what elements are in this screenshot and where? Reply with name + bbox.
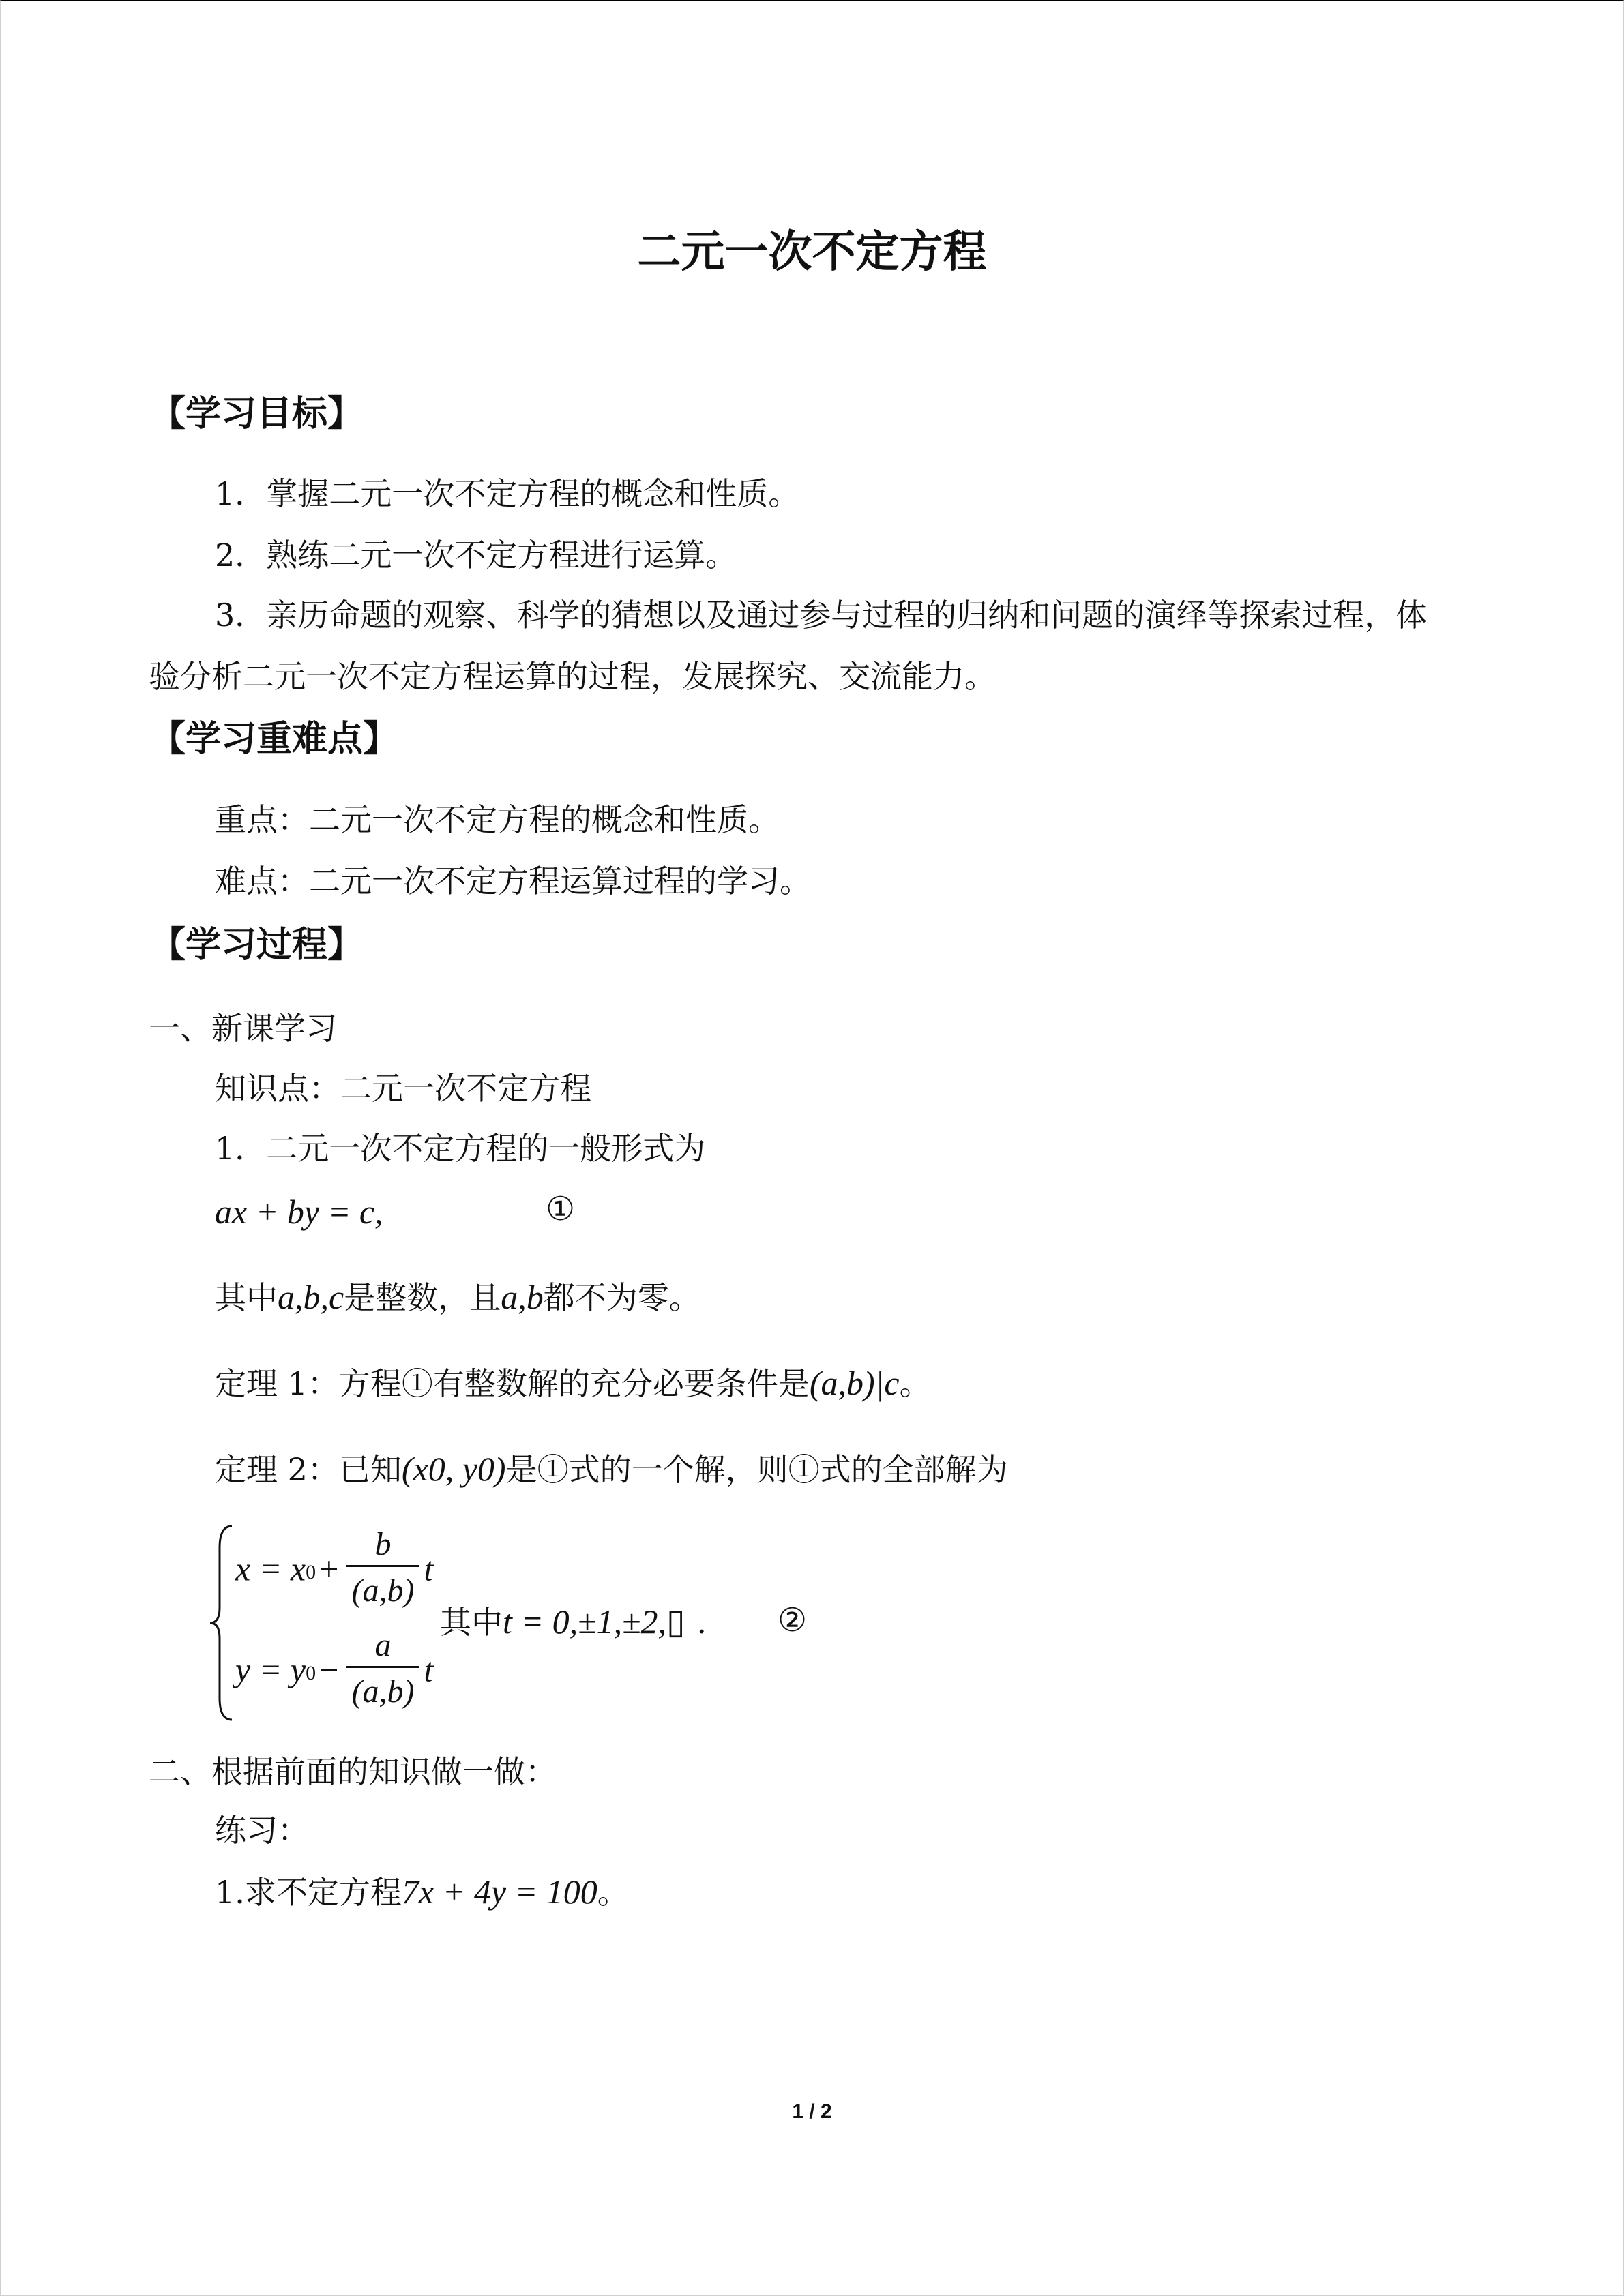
solution-box-glyph: ▯ [666, 1602, 685, 1641]
goal-item-3: 3．亲历命题的观察、科学的猜想以及通过参与过程的归纳和问题的演绎等探索过程，体 [215, 597, 1428, 633]
key-point: 重点：二元一次不定方程的概念和性质。 [215, 801, 780, 838]
theorem-1-formula: (a,b)|c [809, 1364, 900, 1402]
solution-param [440, 1601, 706, 1643]
page-title: 二元一次不定方程 [637, 227, 987, 278]
equation-1-formula: ax + by = c, [215, 1193, 383, 1231]
exercise-1-text: 1.求不定方程 [215, 1874, 402, 1911]
theorem-2-text: 定理 2：已知 [215, 1451, 402, 1488]
solution-x-t: t [424, 1549, 434, 1588]
solution-where: 其中 [440, 1604, 503, 1641]
solution-y-numerator: a [374, 1627, 392, 1663]
goal-item-3-cont: 验分析二元一次不定方程运算的过程，发展探究、交流能力。 [149, 658, 996, 695]
solution-y-sub: 0 [306, 1662, 316, 1684]
equation-1 [215, 1188, 383, 1236]
equation-2-mark: ② [778, 1601, 808, 1639]
section-heading-process: 【学习过程】 [150, 925, 364, 966]
where-vars: a,b,c [278, 1278, 344, 1316]
coefficients-condition [215, 1277, 700, 1318]
solution-x-lhs: x = x [235, 1549, 306, 1588]
exercise-1 [215, 1871, 629, 1913]
solution-x-row [235, 1524, 433, 1613]
equation-1-mark: ① [546, 1190, 576, 1228]
section-heading-keypoints: 【学习重难点】 [150, 719, 399, 760]
part-one-heading: 一、新课学习 [149, 1010, 337, 1047]
where-mid: 是整数，且 [344, 1279, 501, 1316]
part-two-heading: 二、根据前面的知识做一做： [149, 1753, 557, 1790]
section-heading-goals: 【学习目标】 [150, 393, 364, 434]
theorem-1-suffix: 。 [899, 1365, 931, 1402]
theorem-2 [215, 1448, 1008, 1490]
solution-period: . [697, 1602, 707, 1641]
where-suffix: 都不为零。 [543, 1279, 700, 1316]
exercise-1-suffix: 。 [597, 1874, 629, 1911]
solution-y-denominator: (a,b) [346, 1666, 420, 1714]
theorem-2-formula: (x0, y0) [401, 1450, 506, 1488]
difficult-point: 难点：二元一次不定方程运算过程的学习。 [215, 863, 811, 899]
where-prefix: 其中 [215, 1279, 278, 1316]
practice-label: 练习： [215, 1812, 309, 1849]
where-vars-2: a,b [501, 1278, 544, 1316]
exercise-1-formula: 7x + 4y = 100 [401, 1873, 597, 1911]
theorem-2-suffix: 是①式的一个解，则①式的全部解为 [505, 1451, 1008, 1488]
solution-x-fraction [346, 1524, 420, 1613]
solution-y-t: t [424, 1650, 434, 1689]
goal-item-2: 2．熟练二元一次不定方程进行运算。 [215, 537, 737, 573]
solution-x-sub: 0 [306, 1561, 316, 1583]
solution-x-denominator: (a,b) [346, 1565, 420, 1613]
solution-x-numerator: b [374, 1526, 392, 1562]
solution-x-op: + [319, 1549, 339, 1588]
solution-y-fraction [346, 1625, 420, 1714]
theorem-1-text: 定理 1：方程①有整数解的充分必要条件是 [215, 1365, 810, 1402]
page-number: 1 / 2 [792, 2100, 832, 2123]
solution-y-op: − [319, 1650, 339, 1689]
solution-y-row [235, 1625, 433, 1714]
goal-item-1: 1．掌握二元一次不定方程的概念和性质。 [215, 475, 800, 512]
general-form-intro: 1．二元一次不定方程的一般形式为 [215, 1130, 706, 1167]
theorem-1 [215, 1362, 931, 1404]
solution-y-lhs: y = y [235, 1650, 306, 1689]
knowledge-point: 知识点：二元一次不定方程 [215, 1070, 591, 1107]
solution-t-values: t = 0,±1,±2, [503, 1602, 667, 1641]
